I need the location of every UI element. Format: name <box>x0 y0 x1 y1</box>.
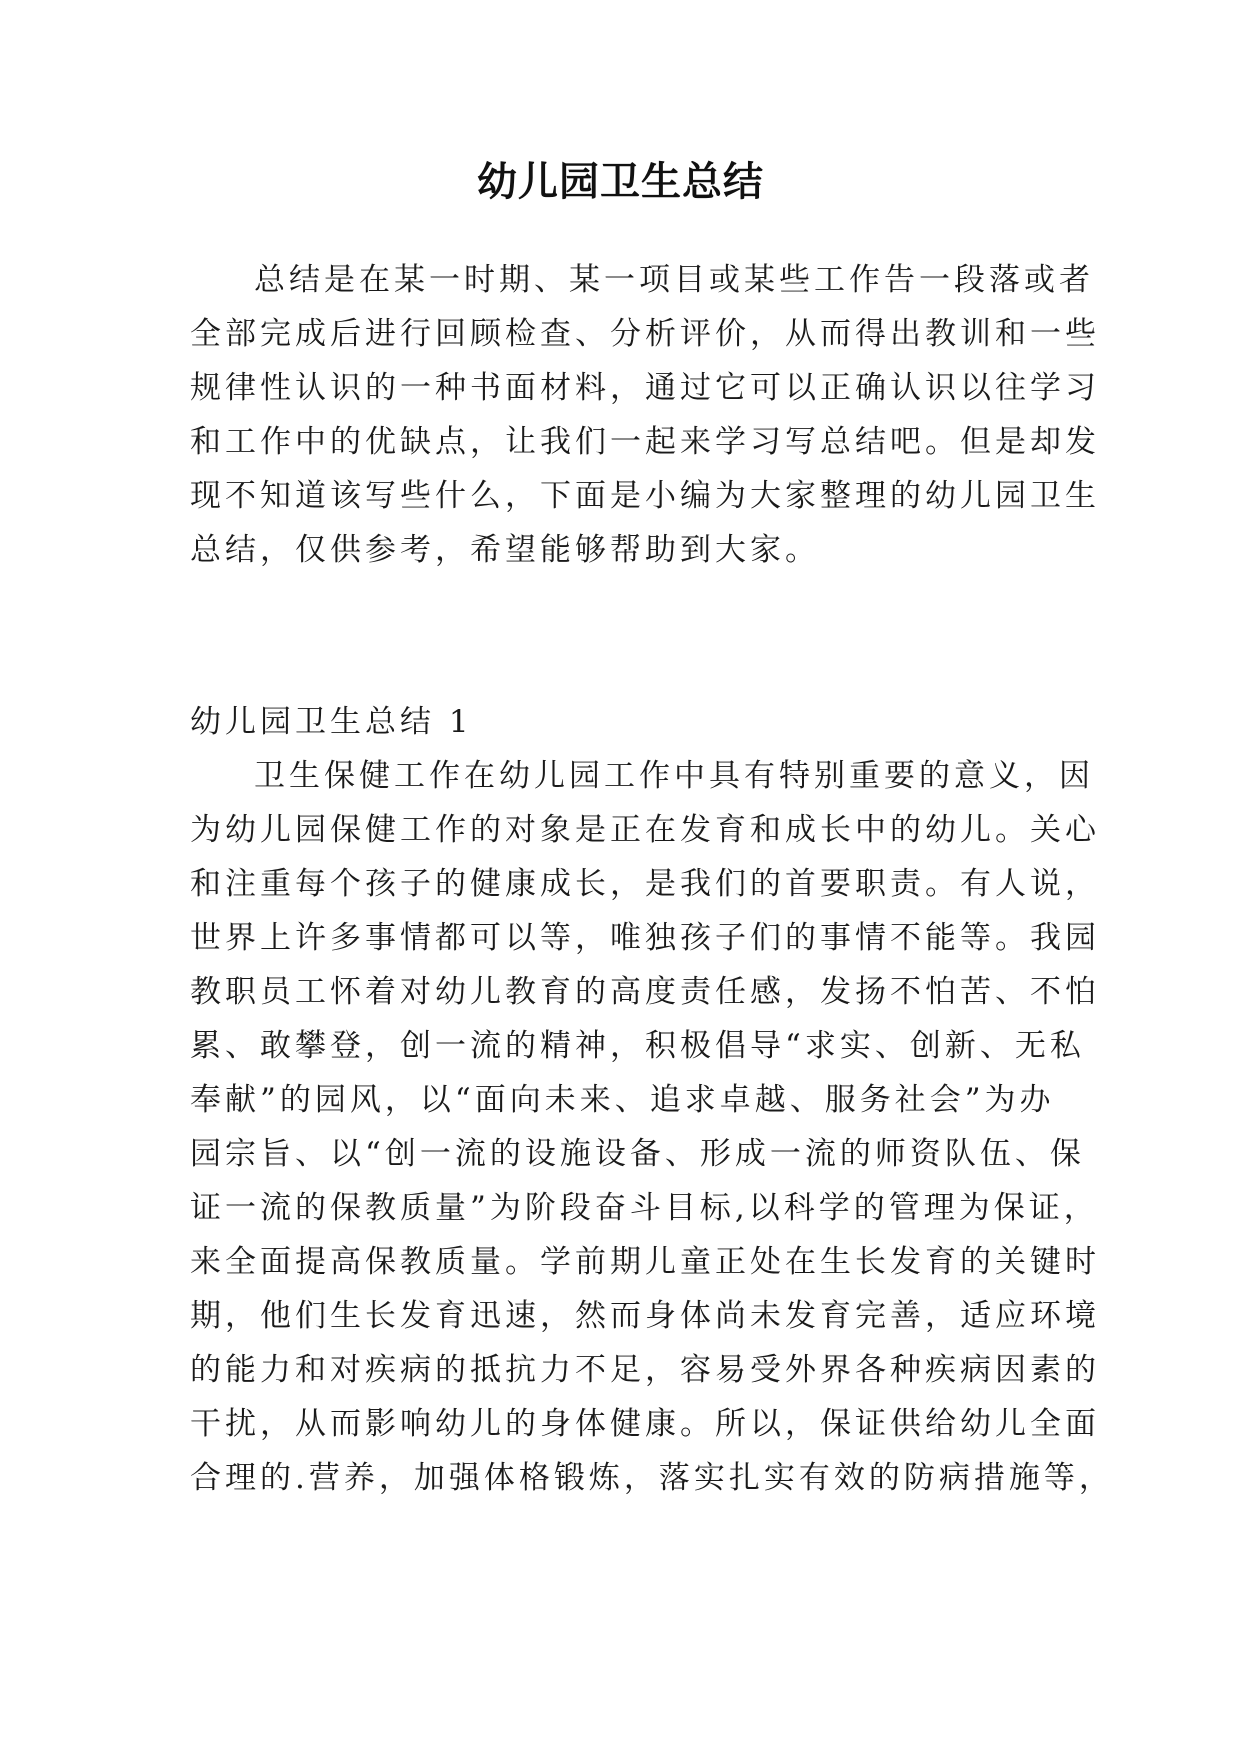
intro-line: 和工作中的优缺点，让我们一起来学习写总结吧。但是却发 <box>190 424 1100 460</box>
body-line: 来全面提高保教质量。学前期儿童正处在生长发育的关键时 <box>190 1244 1100 1280</box>
body-line: 合理的.营养，加强体格锻炼，落实扎实有效的防病措施等， <box>190 1460 1114 1496</box>
body-line: 奉献”的园风，以“面向未来、追求卓越、服务社会”为办 <box>190 1082 1055 1118</box>
intro-line: 总结是在某一时期、某一项目或某些工作告一段落或者 <box>254 262 1094 298</box>
body-line: 为幼儿园保健工作的对象是正在发育和成长中的幼儿。关心 <box>190 812 1100 848</box>
body-line: 证一流的保教质量”为阶段奋斗目标,以科学的管理为保证， <box>190 1190 1099 1226</box>
body-line: 世界上许多事情都可以等，唯独孩子们的事情不能等。我园 <box>190 920 1100 956</box>
intro-line: 总结，仅供参考，希望能够帮助到大家。 <box>190 532 820 568</box>
section-heading: 幼儿园卫生总结 1 <box>190 704 473 740</box>
body-line: 园宗旨、以“创一流的设施设备、形成一流的师资队伍、保 <box>190 1136 1085 1172</box>
body-line: 和注重每个孩子的健康成长，是我们的首要职责。有人说， <box>190 866 1100 902</box>
intro-line: 全部完成后进行回顾检查、分析评价，从而得出教训和一些 <box>190 316 1100 352</box>
body-line: 干扰，从而影响幼儿的身体健康。所以，保证供给幼儿全面 <box>190 1406 1100 1442</box>
body-line: 卫生保健工作在幼儿园工作中具有特别重要的意义，因 <box>254 758 1094 794</box>
body-line: 的能力和对疾病的抵抗力不足，容易受外界各种疾病因素的 <box>190 1352 1100 1388</box>
body-line: 累、敢攀登，创一流的精神，积极倡导“求实、创新、无私 <box>190 1028 1085 1064</box>
body-line: 教职员工怀着对幼儿教育的高度责任感，发扬不怕苦、不怕 <box>190 974 1100 1010</box>
intro-line: 现不知道该写些什么，下面是小编为大家整理的幼儿园卫生 <box>190 478 1100 514</box>
intro-line: 规律性认识的一种书面材料，通过它可以正确认识以往学习 <box>190 370 1100 406</box>
document-title: 幼儿园卫生总结 <box>477 158 764 205</box>
body-line: 期，他们生长发育迅速，然而身体尚未发育完善，适应环境 <box>190 1298 1100 1334</box>
